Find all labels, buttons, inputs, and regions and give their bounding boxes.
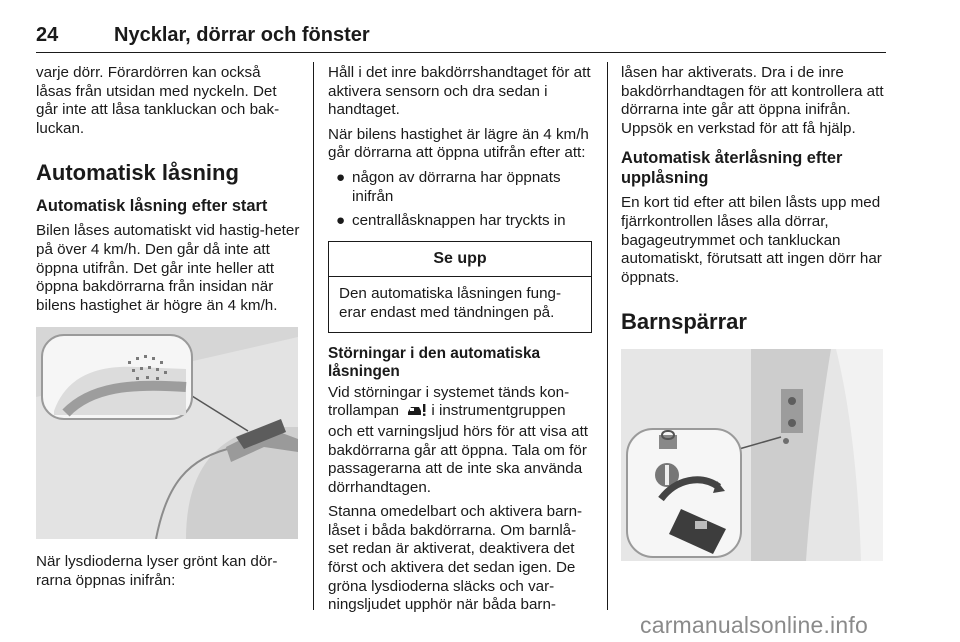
door-handle-illustration bbox=[36, 327, 298, 539]
page-number: 24 bbox=[36, 24, 59, 46]
heading-after-start: Automatisk låsning efter start bbox=[36, 197, 268, 216]
column-1 bbox=[36, 64, 300, 591]
door-handle-figure bbox=[36, 327, 298, 539]
caution-text: Den automatiska låsningen fung-erar endast med tändningen på. bbox=[339, 285, 562, 321]
paragraph-speed-condition: När bilens hastighet är lägre än 4 km/h går dörrarna att öppna utifrån efter att: bbox=[328, 125, 589, 162]
paragraph-relock: En kort tid efter att bilen låsts upp med fjärrkontrollen låses alla dörrar, bagageutrymmet och tankluckan automatiskt, förutsatt att ingen dörr har öppnats. bbox=[621, 194, 882, 286]
child-lock-figure bbox=[621, 349, 883, 561]
heading-child-locks: Barnspärrar bbox=[621, 309, 747, 335]
paragraph-fault bbox=[328, 384, 592, 498]
chapter-title: Nycklar, dörrar och fönster bbox=[114, 24, 370, 46]
figure-caption: När lysdioderna lyser grönt kan dör-rarna öppnas inifrån: bbox=[36, 553, 278, 589]
paragraph-child-lock-action: Stanna omedelbart och aktivera barn-låset i båda bakdörrarna. Om barnlå-set redan är aktiverat, deaktivera det först och aktivera det sedan igen. De gröna lysdioderna släcks och var-ningsljudet upphör när båda barn- bbox=[328, 503, 583, 614]
bullet-item bbox=[328, 169, 592, 206]
column-divider-1 bbox=[313, 62, 314, 610]
column-divider-2 bbox=[607, 62, 608, 610]
caution-box bbox=[328, 241, 592, 333]
column-2 bbox=[328, 64, 592, 615]
heading-automatic-locking: Automatisk låsning bbox=[36, 160, 239, 186]
paragraph-hold-handle: Håll i det inre bakdörrshandtaget för att aktivera sensorn och dra sedan i handtaget. bbox=[328, 64, 591, 119]
paragraph-check-doors: låsen har aktiverats. Dra i de inre bakdörrhandtagen för att kontrollera att dörrarna inte går att öppna inifrån. Uppsök en verkstad för att få hjälp. bbox=[621, 64, 884, 137]
warning-lamp-icon bbox=[407, 403, 427, 423]
fault-text-a: Vid störningar i systemet tänds kon-trollampan bbox=[328, 383, 570, 420]
heading-fault: Störningar i den automatiska låsningen bbox=[328, 344, 541, 381]
page-header bbox=[36, 22, 886, 53]
after-start-paragraph: Bilen låses automatiskt vid hastig-heter på över 4 km/h. Den går då inte att öppna utifrån. Det går inte heller att öppna bakdörrarna från insidan när bilens hastighet är högre än 4 km/h. bbox=[36, 222, 300, 314]
bullet-item bbox=[328, 212, 592, 231]
bullet-text: någon av dörrarna har öppnats inifrån bbox=[352, 168, 561, 205]
bullet-text: centrallåsknappen har tryckts in bbox=[352, 212, 566, 230]
watermark: carmanualsonline.info bbox=[640, 612, 868, 638]
bullet-icon: ● bbox=[336, 168, 346, 186]
caution-title: Se upp bbox=[329, 242, 591, 278]
heading-relock: Automatisk återlåsning efter upplåsning bbox=[621, 149, 843, 188]
child-lock-illustration bbox=[621, 349, 883, 561]
column-3 bbox=[621, 64, 885, 561]
intro-paragraph: varje dörr. Förardörren kan också låsas från utsidan med nyckeln. Det går inte att låsa tankluckan och bak-luckan. bbox=[36, 64, 280, 137]
fault-text-b: i instrumentgruppen och ett varningsljud hörs för att visa att bakdörrarna går att öppna. Tala om för passagerarna att de inte ska använda dörrhandtagen. bbox=[328, 402, 589, 496]
bullet-icon: ● bbox=[336, 212, 346, 230]
